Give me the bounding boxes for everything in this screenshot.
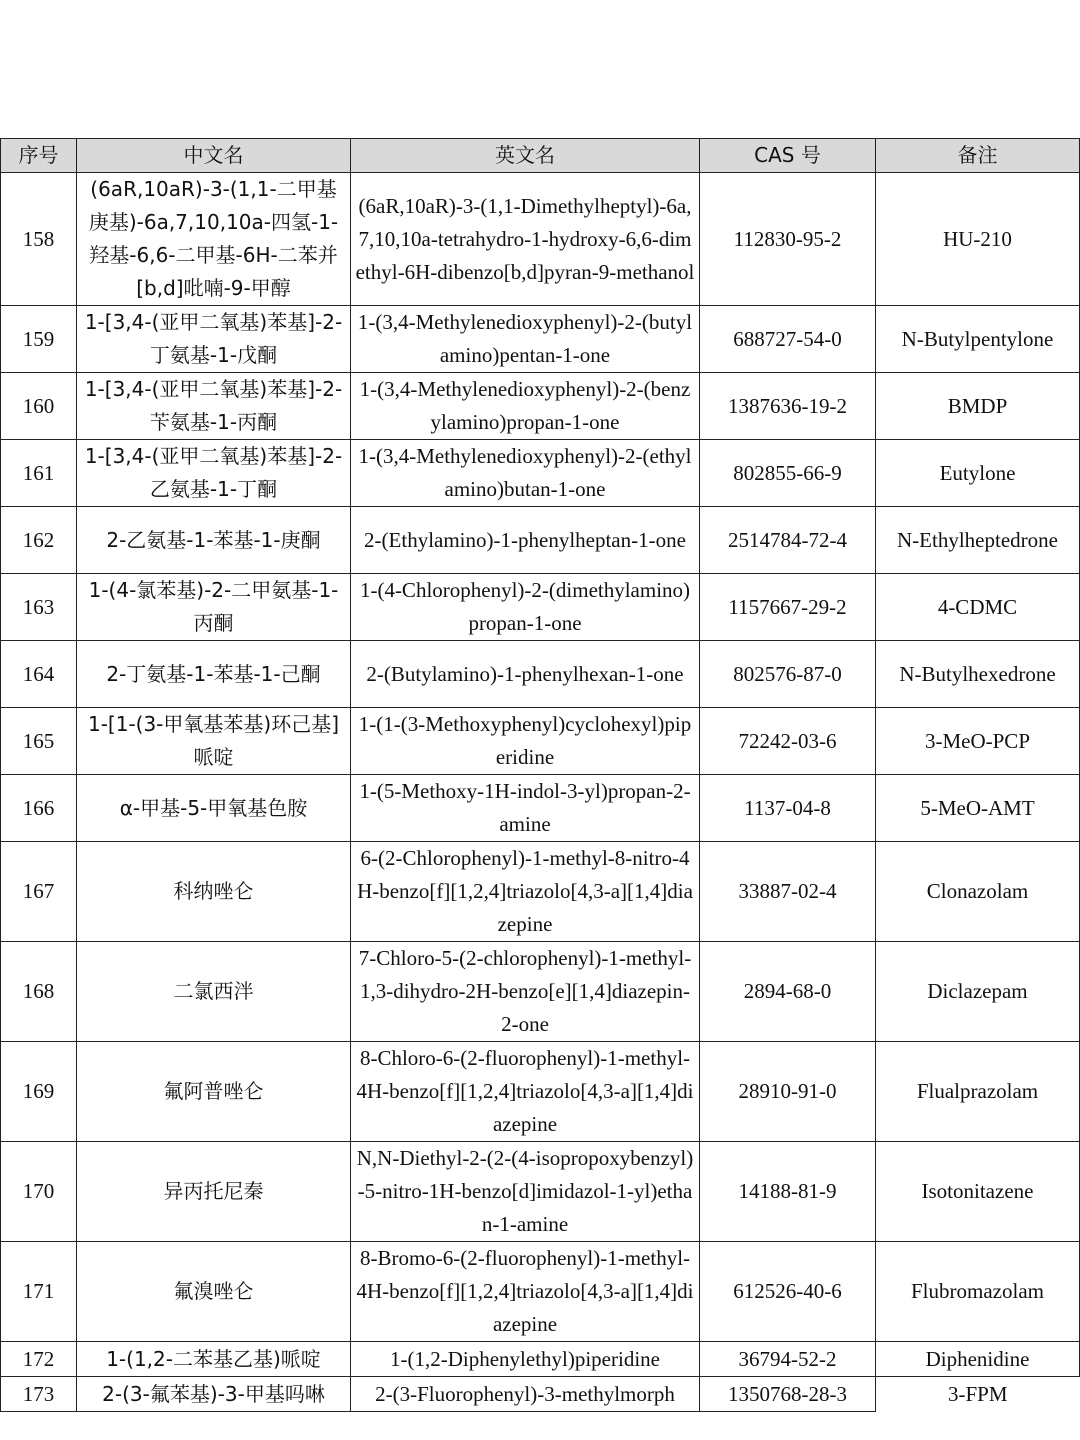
cell-english-name: 2-(3-Fluorophenyl)-3-methylmorph bbox=[351, 1377, 700, 1412]
cell-english-name: 1-(1-(3-Methoxyphenyl)cyclohexyl)piperidine bbox=[351, 708, 700, 775]
cell-remarks: HU-210 bbox=[876, 173, 1080, 306]
cell-remarks: Clonazolam bbox=[876, 842, 1080, 942]
cell-cas-number: 33887-02-4 bbox=[700, 842, 876, 942]
cell-chinese-name: 2-(3-氟苯基)-3-甲基吗啉 bbox=[77, 1377, 351, 1412]
cell-chinese-name: 1-[1-(3-甲氧基苯基)环己基]哌啶 bbox=[77, 708, 351, 775]
cell-remarks: Diclazepam bbox=[876, 942, 1080, 1042]
header-number: 序号 bbox=[1, 139, 77, 173]
table-row bbox=[1, 842, 1080, 942]
cell-number: 172 bbox=[1, 1342, 77, 1377]
table-row bbox=[1, 507, 1080, 574]
cell-number: 162 bbox=[1, 507, 77, 574]
cell-cas-number: 802576-87-0 bbox=[700, 641, 876, 708]
cell-number: 164 bbox=[1, 641, 77, 708]
table-row bbox=[1, 641, 1080, 708]
cell-chinese-name: 1-[3,4-(亚甲二氧基)苯基]-2-苄氨基-1-丙酮 bbox=[77, 373, 351, 440]
table-row bbox=[1, 1042, 1080, 1142]
cell-cas-number: 36794-52-2 bbox=[700, 1342, 876, 1377]
cell-number: 169 bbox=[1, 1042, 77, 1142]
cell-number: 171 bbox=[1, 1242, 77, 1342]
cell-chinese-name: 异丙托尼秦 bbox=[77, 1142, 351, 1242]
cell-chinese-name: 1-[3,4-(亚甲二氧基)苯基]-2-乙氨基-1-丁酮 bbox=[77, 440, 351, 507]
table-row bbox=[1, 306, 1080, 373]
cell-english-name: 2-(Butylamino)-1-phenylhexan-1-one bbox=[351, 641, 700, 708]
cell-remarks: 3-FPM bbox=[876, 1377, 1080, 1412]
header-cas-number: CAS 号 bbox=[700, 139, 876, 173]
cell-chinese-name: 二氯西泮 bbox=[77, 942, 351, 1042]
cell-remarks: Flualprazolam bbox=[876, 1042, 1080, 1142]
cell-number: 167 bbox=[1, 842, 77, 942]
cell-number: 173 bbox=[1, 1377, 77, 1412]
cell-cas-number: 1137-04-8 bbox=[700, 775, 876, 842]
cell-cas-number: 112830-95-2 bbox=[700, 173, 876, 306]
cell-number: 168 bbox=[1, 942, 77, 1042]
cell-number: 163 bbox=[1, 574, 77, 641]
cell-english-name: 8-Chloro-6-(2-fluorophenyl)-1-methyl-4H-benzo[f][1,2,4]triazolo[4,3-a][1,4]diazepine bbox=[351, 1042, 700, 1142]
cell-chinese-name: 科纳唑仑 bbox=[77, 842, 351, 942]
cell-number: 170 bbox=[1, 1142, 77, 1242]
cell-english-name: 1-(5-Methoxy-1H-indol-3-yl)propan-2-amine bbox=[351, 775, 700, 842]
cell-chinese-name: 氟阿普唑仑 bbox=[77, 1042, 351, 1142]
table-row bbox=[1, 1342, 1080, 1377]
cell-chinese-name: 1-[3,4-(亚甲二氧基)苯基]-2-丁氨基-1-戊酮 bbox=[77, 306, 351, 373]
cell-cas-number: 688727-54-0 bbox=[700, 306, 876, 373]
cell-chinese-name: 1-(1,2-二苯基乙基)哌啶 bbox=[77, 1342, 351, 1377]
cell-number: 160 bbox=[1, 373, 77, 440]
cell-chinese-name: 1-(4-氯苯基)-2-二甲氨基-1-丙酮 bbox=[77, 574, 351, 641]
table-row bbox=[1, 775, 1080, 842]
cell-chinese-name: α-甲基-5-甲氧基色胺 bbox=[77, 775, 351, 842]
cell-remarks: Isotonitazene bbox=[876, 1142, 1080, 1242]
cell-number: 158 bbox=[1, 173, 77, 306]
cell-remarks: 4-CDMC bbox=[876, 574, 1080, 641]
cell-cas-number: 72242-03-6 bbox=[700, 708, 876, 775]
header-remarks: 备注 bbox=[876, 139, 1080, 173]
cell-remarks: 5-MeO-AMT bbox=[876, 775, 1080, 842]
cell-chinese-name: (6aR,10aR)-3-(1,1-二甲基庚基)-6a,7,10,10a-四氢-1-羟基-6,6-二甲基-6H-二苯并[b,d]吡喃-9-甲醇 bbox=[77, 173, 351, 306]
cell-cas-number: 1157667-29-2 bbox=[700, 574, 876, 641]
substance-table bbox=[0, 138, 1080, 1412]
table-row bbox=[1, 373, 1080, 440]
cell-remarks: N-Butylhexedrone bbox=[876, 641, 1080, 708]
cell-number: 159 bbox=[1, 306, 77, 373]
cell-remarks: Eutylone bbox=[876, 440, 1080, 507]
cell-cas-number: 28910-91-0 bbox=[700, 1042, 876, 1142]
cell-cas-number: 14188-81-9 bbox=[700, 1142, 876, 1242]
cell-cas-number: 2894-68-0 bbox=[700, 942, 876, 1042]
cell-english-name: 1-(3,4-Methylenedioxyphenyl)-2-(ethylamino)butan-1-one bbox=[351, 440, 700, 507]
header-chinese-name: 中文名 bbox=[77, 139, 351, 173]
cell-chinese-name: 2-乙氨基-1-苯基-1-庚酮 bbox=[77, 507, 351, 574]
table-header-row bbox=[1, 139, 1080, 173]
cell-english-name: 1-(3,4-Methylenedioxyphenyl)-2-(benzylamino)propan-1-one bbox=[351, 373, 700, 440]
cell-english-name: 2-(Ethylamino)-1-phenylheptan-1-one bbox=[351, 507, 700, 574]
cell-english-name: N,N-Diethyl-2-(2-(4-isopropoxybenzyl)-5-nitro-1H-benzo[d]imidazol-1-yl)ethan-1-amine bbox=[351, 1142, 700, 1242]
table-row bbox=[1, 574, 1080, 641]
cell-english-name: (6aR,10aR)-3-(1,1-Dimethylheptyl)-6a,7,10,10a-tetrahydro-1-hydroxy-6,6-dimethyl-6H-dibenzo[b,d]pyran-9-methanol bbox=[351, 173, 700, 306]
cell-remarks: Diphenidine bbox=[876, 1342, 1080, 1377]
cell-chinese-name: 氟溴唑仑 bbox=[77, 1242, 351, 1342]
table-row bbox=[1, 1377, 1080, 1412]
cell-english-name: 6-(2-Chlorophenyl)-1-methyl-8-nitro-4H-benzo[f][1,2,4]triazolo[4,3-a][1,4]diazepine bbox=[351, 842, 700, 942]
cell-english-name: 7-Chloro-5-(2-chlorophenyl)-1-methyl-1,3-dihydro-2H-benzo[e][1,4]diazepin-2-one bbox=[351, 942, 700, 1042]
cell-remarks: N-Ethylheptedrone bbox=[876, 507, 1080, 574]
cell-cas-number: 2514784-72-4 bbox=[700, 507, 876, 574]
cell-english-name: 1-(4-Chlorophenyl)-2-(dimethylamino)propan-1-one bbox=[351, 574, 700, 641]
cell-cas-number: 1350768-28-3 bbox=[700, 1377, 876, 1412]
cell-number: 161 bbox=[1, 440, 77, 507]
cell-english-name: 1-(1,2-Diphenylethyl)piperidine bbox=[351, 1342, 700, 1377]
table-row bbox=[1, 440, 1080, 507]
substance-table-container bbox=[0, 138, 1080, 1412]
cell-remarks: 3-MeO-PCP bbox=[876, 708, 1080, 775]
cell-english-name: 1-(3,4-Methylenedioxyphenyl)-2-(butylamino)pentan-1-one bbox=[351, 306, 700, 373]
table-row bbox=[1, 1142, 1080, 1242]
cell-remarks: N-Butylpentylone bbox=[876, 306, 1080, 373]
cell-cas-number: 802855-66-9 bbox=[700, 440, 876, 507]
table-row bbox=[1, 708, 1080, 775]
cell-chinese-name: 2-丁氨基-1-苯基-1-己酮 bbox=[77, 641, 351, 708]
table-row bbox=[1, 1242, 1080, 1342]
cell-remarks: Flubromazolam bbox=[876, 1242, 1080, 1342]
table-row bbox=[1, 942, 1080, 1042]
table-row bbox=[1, 173, 1080, 306]
header-english-name: 英文名 bbox=[351, 139, 700, 173]
cell-english-name: 8-Bromo-6-(2-fluorophenyl)-1-methyl-4H-benzo[f][1,2,4]triazolo[4,3-a][1,4]diazepine bbox=[351, 1242, 700, 1342]
cell-number: 165 bbox=[1, 708, 77, 775]
cell-cas-number: 612526-40-6 bbox=[700, 1242, 876, 1342]
cell-remarks: BMDP bbox=[876, 373, 1080, 440]
cell-number: 166 bbox=[1, 775, 77, 842]
cell-cas-number: 1387636-19-2 bbox=[700, 373, 876, 440]
